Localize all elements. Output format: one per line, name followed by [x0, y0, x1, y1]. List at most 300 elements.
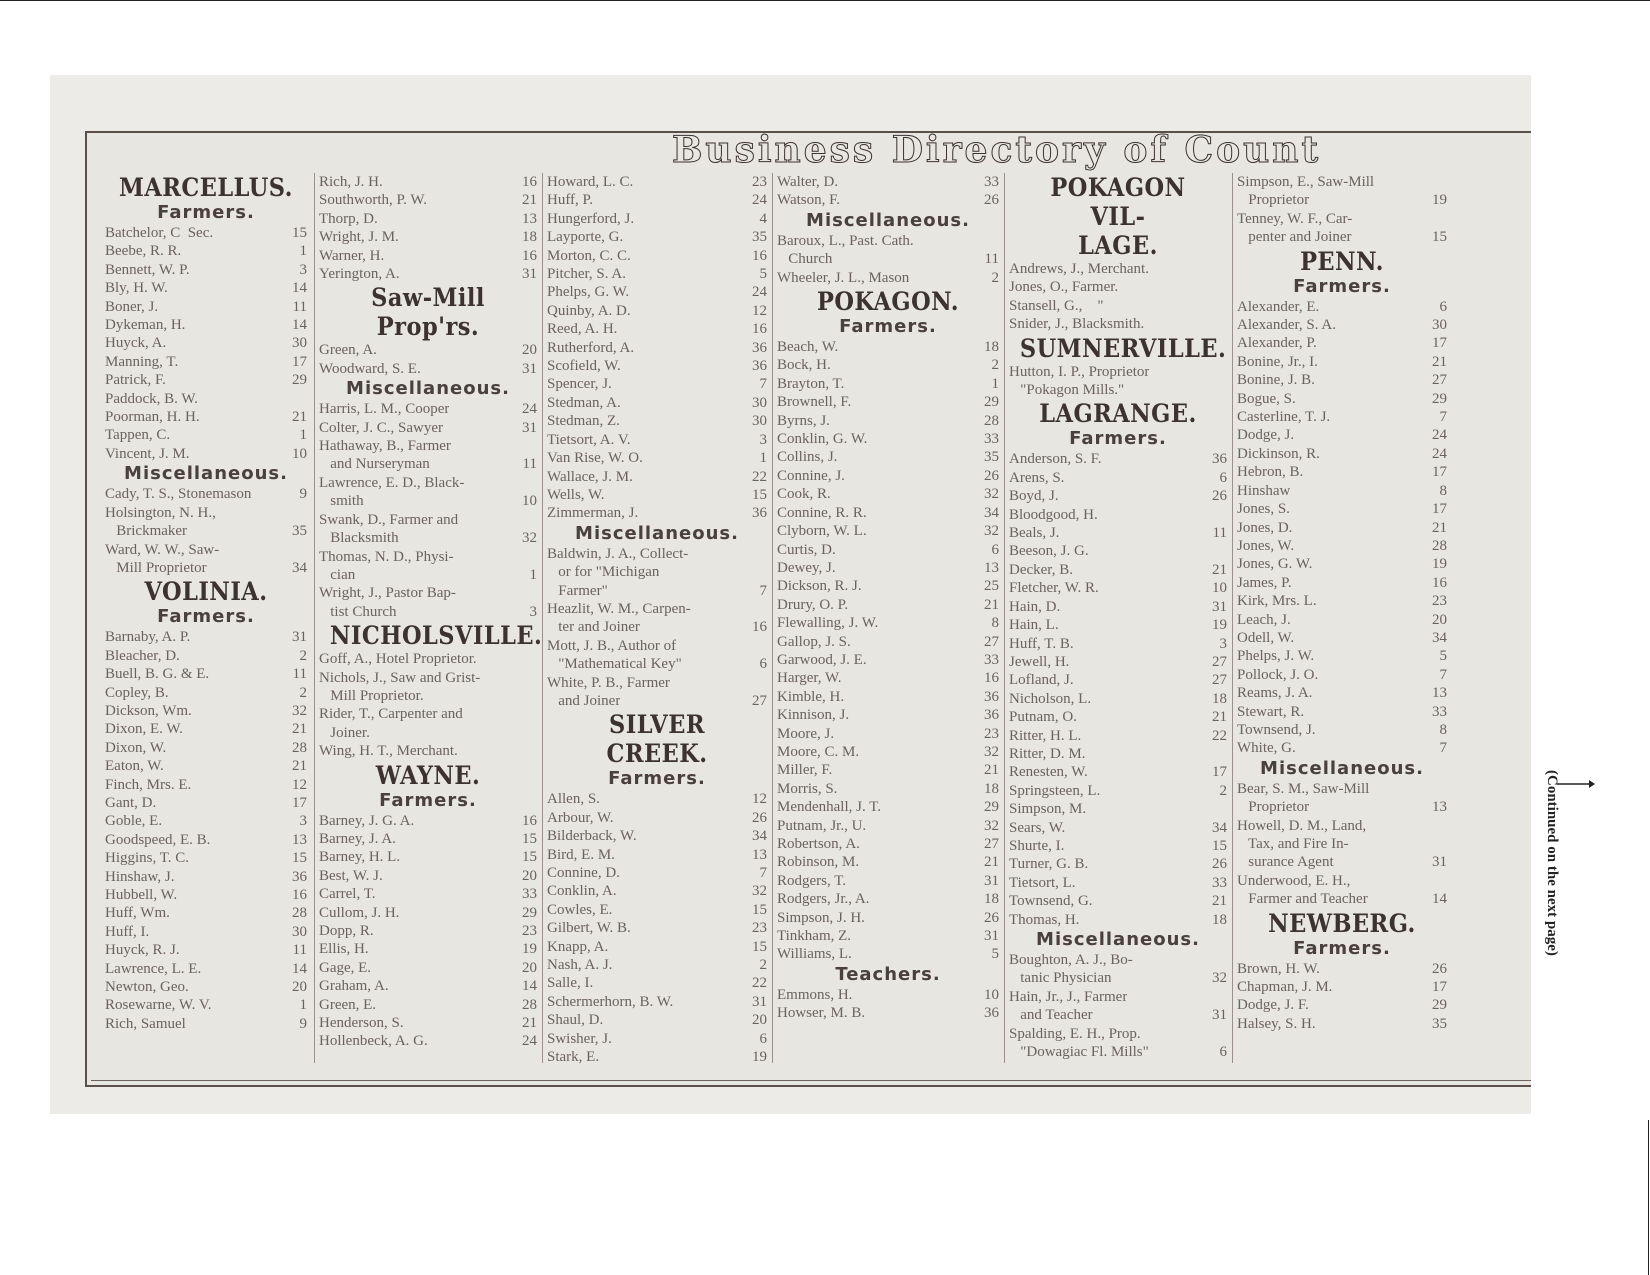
entry-name: Van Rise, W. O. [547, 450, 643, 467]
entry-section-number: 16 [292, 887, 307, 903]
entry-name: Rich, J. H. [319, 174, 383, 190]
directory-entry [105, 923, 307, 941]
entry-name: White, P. B., Farmer [547, 674, 670, 691]
entry-section-number: 13 [1432, 685, 1447, 702]
entry-name: Garwood, J. E. [777, 651, 867, 668]
section-heading: Miscellaneous. [1036, 929, 1200, 950]
entry-section-number: 27 [1432, 372, 1447, 389]
directory-entry [547, 431, 767, 449]
entry-name: Paddock, B. W. [105, 390, 198, 407]
directory-entry [1009, 260, 1227, 278]
entry-name: Wright, J., Pastor Bap- [319, 585, 456, 602]
entry-section-number: 20 [752, 1012, 767, 1029]
entry-section-number: 13 [522, 210, 537, 227]
entry-section-number: 21 [1212, 893, 1227, 910]
entry-section-number: 28 [522, 996, 537, 1013]
entry-section-number: 18 [984, 780, 999, 797]
entry-section-number: 11 [292, 666, 307, 683]
entry-name: Huff, P. [547, 192, 593, 209]
entry-name: Harger, W. [777, 670, 842, 687]
directory-entry [1009, 278, 1227, 296]
entry-name: Howard, L. C. [547, 174, 634, 190]
directory-entry [1009, 487, 1227, 505]
entry-section-number: 14 [1432, 891, 1447, 908]
directory-entry [547, 468, 767, 486]
entry-name: Gilbert, W. B. [547, 920, 631, 937]
entry-name: Tax, and Fire In- [1237, 836, 1349, 852]
directory-entry [105, 868, 307, 886]
directory-entry [105, 298, 307, 316]
entry-name: tist Church [319, 603, 397, 620]
entry-section-number: 26 [984, 192, 999, 209]
directory-entry [777, 725, 999, 743]
entry-name: Poorman, H. H. [105, 409, 200, 426]
directory-entry [1237, 666, 1447, 684]
entry-name: Byrns, J. [777, 412, 830, 429]
entry-section-number: 36 [752, 505, 767, 522]
directory-entry [777, 504, 999, 522]
directory-entry [1237, 629, 1447, 647]
entry-name: Southworth, P. W. [319, 192, 427, 209]
directory-entry [547, 692, 767, 710]
directory-entry [777, 743, 999, 761]
entry-name: Simpson, M. [1009, 801, 1087, 818]
directory-entry [547, 674, 767, 692]
entry-section-number: 20 [522, 342, 537, 359]
directory-entry [105, 941, 307, 959]
directory-entry [1237, 798, 1447, 816]
directory-entry [1237, 482, 1447, 500]
column-1 [105, 173, 307, 1073]
directory-entry [1237, 996, 1447, 1014]
directory-entry [547, 655, 767, 673]
entry-section-number: 2 [1219, 782, 1227, 799]
directory-entry [319, 867, 537, 885]
entry-section-number: 2 [299, 684, 307, 701]
entry-name: Boner, J. [105, 298, 159, 315]
entry-section-number: 29 [984, 799, 999, 816]
directory-entry [319, 812, 537, 830]
entry-section-number: 35 [1432, 1015, 1447, 1032]
entry-name: Robertson, A. [777, 836, 860, 852]
entry-section-number: 22 [752, 468, 767, 485]
directory-entry [105, 647, 307, 665]
entry-name: Boughton, A. J., Bo- [1009, 952, 1133, 968]
entry-name: Curtis, D. [777, 541, 836, 558]
entry-name: Cady, T. S., Stonemason [105, 486, 252, 503]
entry-name: Hebron, B. [1237, 464, 1304, 481]
entry-name: Odell, W. [1237, 629, 1295, 646]
entry-section-number: 21 [984, 854, 999, 871]
directory-entry [105, 904, 307, 922]
entry-section-number: 17 [1212, 764, 1227, 781]
entry-section-number: 32 [522, 530, 537, 547]
entry-name: Cowles, E. [547, 901, 613, 918]
entry-name: Flewalling, J. W. [777, 615, 879, 632]
entry-name: Dykeman, H. [105, 317, 186, 334]
entry-name: Pollock, J. O. [1237, 666, 1319, 683]
entry-section-number: 32 [984, 523, 999, 540]
entry-section-number: 34 [752, 828, 767, 845]
entry-section-number: 31 [1212, 1007, 1227, 1024]
entry-section-number: 30 [292, 923, 307, 940]
entry-section-number: 25 [984, 578, 999, 595]
entry-section-number: 1 [529, 566, 537, 583]
entry-section-number: 21 [1432, 519, 1447, 536]
entry-name: Connine, R. R. [777, 504, 867, 521]
section-heading: Farmers. [1293, 275, 1391, 297]
directory-entry [319, 191, 537, 209]
directory-entry [547, 827, 767, 845]
town-heading: PENN. [1300, 246, 1384, 276]
directory-entry [105, 224, 307, 242]
entry-name: Barnaby, A. P. [105, 629, 191, 646]
entry-name: Kinnison, J. [777, 707, 850, 724]
entry-section-number: 18 [1212, 911, 1227, 928]
entry-section-number: 24 [752, 192, 767, 209]
directory-entry [1237, 298, 1447, 316]
entry-section-number: 13 [1432, 799, 1447, 816]
entry-name: Hinshaw [1237, 482, 1291, 499]
entry-section-number: 6 [1439, 298, 1447, 315]
entry-name: Barney, H. L. [319, 849, 401, 866]
directory-entry [319, 830, 537, 848]
directory-entry [319, 705, 537, 723]
entry-name: Higgins, T. C. [105, 850, 190, 867]
entry-name: Bloodgood, H. [1009, 506, 1098, 523]
entry-name: Jones, W. [1237, 537, 1295, 554]
directory-entry [105, 559, 307, 577]
directory-entry [319, 173, 537, 191]
entry-section-number: 26 [1212, 856, 1227, 873]
entry-name: Bonine, Jr., I. [1237, 353, 1318, 370]
entry-name: Dixon, E. W. [105, 721, 183, 738]
entry-name: Woodward, S. E. [319, 360, 421, 377]
entry-name: Renesten, W. [1009, 764, 1088, 781]
entry-section-number: 5 [759, 266, 767, 283]
entry-section-number: 15 [522, 849, 537, 866]
entry-section-number: 32 [1212, 970, 1227, 987]
directory-entry [1237, 500, 1447, 518]
entry-name: Hungerford, J. [547, 210, 635, 227]
entry-section-number: 9 [299, 486, 307, 503]
directory-entry [547, 210, 767, 228]
entry-name: Miller, F. [777, 762, 833, 779]
entry-section-number: 7 [1439, 740, 1447, 757]
directory-entry [1009, 951, 1227, 969]
directory-entry [105, 831, 307, 849]
directory-entry [777, 541, 999, 559]
entry-section-number: 31 [522, 266, 537, 283]
directory-entry [547, 1048, 767, 1066]
directory-entry [319, 848, 537, 866]
entry-name: Fletcher, W. R. [1009, 580, 1099, 597]
entry-name: Rich, Samuel [105, 1015, 186, 1032]
entry-name: Bock, H. [777, 357, 831, 374]
entry-section-number: 10 [292, 445, 307, 462]
directory-entry [777, 191, 999, 209]
entry-section-number: 5 [991, 946, 999, 963]
entry-name: White, G. [1237, 740, 1296, 757]
directory-entry [547, 339, 767, 357]
directory-entry [1009, 708, 1227, 726]
directory-entry [105, 665, 307, 683]
directory-entry [1009, 524, 1227, 542]
entry-name: Mott, J. B., Author of [547, 637, 677, 654]
directory-entry [1237, 703, 1447, 721]
entry-section-number: 15 [522, 830, 537, 847]
entry-section-number: 22 [752, 975, 767, 992]
entry-section-number: 12 [292, 776, 307, 793]
directory-entry [547, 563, 767, 581]
directory-entry [105, 1015, 307, 1033]
directory-entry [1237, 1015, 1447, 1033]
entry-section-number: 14 [522, 978, 537, 995]
entry-section-number: 7 [759, 865, 767, 881]
entry-name: Snider, J., Blacksmith. [1009, 316, 1145, 333]
directory-entry [105, 541, 307, 559]
top-border [0, 0, 1650, 1]
entry-name: Hubbell, W. [105, 887, 178, 903]
entry-name: Rutherford, A. [547, 339, 635, 356]
entry-name: Hinshaw, J. [105, 868, 175, 885]
directory-entry [777, 232, 999, 250]
town-heading: NEWBERG. [1268, 908, 1416, 938]
directory-entry [777, 356, 999, 374]
directory-entry [777, 780, 999, 798]
directory-entry [1009, 819, 1227, 837]
arrow-right-icon [1555, 778, 1595, 790]
directory-entry [1237, 334, 1447, 352]
entry-section-number: 24 [1432, 445, 1447, 462]
directory-entry [105, 684, 307, 702]
entry-name: smith [319, 493, 364, 510]
entry-name: Hain, Jr., J., Farmer [1009, 988, 1128, 1005]
directory-entry [1237, 780, 1447, 798]
entry-name: Dixon, W. [105, 739, 167, 756]
entry-name: Decker, B. [1009, 561, 1073, 578]
entry-name: Huyck, R. J. [105, 942, 180, 959]
entry-section-number: 13 [752, 846, 767, 863]
entry-name: Ellis, H. [319, 941, 369, 958]
directory-entry [105, 485, 307, 503]
directory-entry [1009, 892, 1227, 910]
entry-name: Tinkham, Z. [777, 928, 852, 945]
entry-name: Rodgers, Jr., A. [777, 891, 870, 908]
entry-section-number: 26 [752, 809, 767, 826]
entry-section-number: 24 [522, 401, 537, 418]
directory-entry [105, 316, 307, 334]
entry-name: Arbour, W. [547, 809, 614, 826]
directory-entry [105, 371, 307, 389]
entry-section-number: 6 [759, 656, 767, 673]
entry-name: Halsey, S. H. [1237, 1015, 1316, 1032]
directory-entry [1237, 228, 1447, 246]
directory-entry [319, 687, 537, 705]
entry-section-number: 19 [1432, 192, 1447, 209]
directory-entry [105, 720, 307, 738]
directory-entry [1237, 191, 1447, 209]
directory-entry [777, 448, 999, 466]
entry-section-number: 6 [1219, 469, 1227, 486]
entry-name: and Teacher [1009, 1007, 1093, 1024]
entry-name: Moore, J. [777, 725, 835, 742]
entry-section-number: 29 [522, 904, 537, 921]
entry-name: Swisher, J. [547, 1030, 612, 1047]
entry-section-number: 32 [292, 702, 307, 719]
directory-entry [1009, 911, 1227, 929]
entry-name: Baldwin, J. A., Collect- [547, 545, 689, 562]
entry-section-number: 16 [522, 812, 537, 829]
entry-name: Bear, S. M., Saw-Mill [1237, 780, 1370, 797]
directory-entry [319, 1014, 537, 1032]
town-heading: VOLINIA. [144, 577, 268, 607]
column-5 [1009, 173, 1227, 1073]
directory-entry [1237, 426, 1447, 444]
directory-entry [319, 904, 537, 922]
directory-entry [1237, 173, 1447, 191]
entry-name: Barney, J. G. A. [319, 812, 415, 829]
entry-name: Henderson, S. [319, 1015, 404, 1032]
entry-section-number: 3 [1219, 635, 1227, 652]
directory-entry [1009, 1006, 1227, 1024]
directory-entry [547, 545, 767, 563]
entry-name: Phelps, J. W. [1237, 648, 1315, 665]
entry-section-number: 31 [752, 993, 767, 1010]
entry-name: Harris, L. M., Cooper [319, 401, 450, 418]
entry-section-number: 27 [752, 692, 767, 709]
entry-section-number: 36 [984, 707, 999, 724]
directory-entry [319, 959, 537, 977]
directory-entry [1237, 960, 1447, 978]
entry-name: Thomas, N. D., Physi- [319, 548, 454, 565]
directory-entry [547, 375, 767, 393]
directory-entry [105, 279, 307, 297]
entry-section-number: 29 [1432, 390, 1447, 407]
entry-name: Simpson, J. H. [777, 909, 865, 926]
entry-section-number: 31 [1432, 854, 1447, 871]
entry-section-number: 27 [1212, 672, 1227, 689]
entry-name: Ritter, D. M. [1009, 745, 1086, 762]
entry-section-number: 23 [522, 923, 537, 939]
town-heading: MARCELLUS. [119, 173, 293, 202]
directory-entry [1009, 745, 1227, 763]
entry-name: Stark, E. [547, 1049, 600, 1066]
entry-name: Bennett, W. P. [105, 261, 190, 278]
column-3 [547, 173, 767, 1073]
entry-section-number: 36 [984, 1005, 999, 1022]
entry-section-number: 28 [292, 905, 307, 922]
entry-section-number: 19 [1212, 617, 1227, 634]
entry-section-number: 21 [984, 596, 999, 613]
entry-section-number: 7 [1439, 409, 1447, 426]
entry-section-number: 3 [299, 813, 307, 830]
entry-section-number: 10 [1212, 580, 1227, 597]
entry-name: Baroux, L., Past. Cath. [777, 232, 914, 249]
entry-name: Hutton, I. P., Proprietor [1009, 363, 1150, 380]
directory-entry [105, 849, 307, 867]
entry-name: surance Agent [1237, 854, 1334, 871]
entry-name: Patrick, F. [105, 372, 166, 389]
entry-name: Green, A. [319, 342, 377, 359]
directory-entry [1009, 782, 1227, 800]
directory-entry [777, 651, 999, 669]
entry-name: Bly, H. W. [105, 280, 168, 297]
entry-section-number: 16 [752, 321, 767, 338]
directory-entry [319, 566, 537, 584]
directory-entry [319, 724, 537, 742]
directory-entry [1237, 721, 1447, 739]
entry-section-number: 9 [299, 1015, 307, 1032]
directory-entry [105, 702, 307, 720]
entry-name: Yerington, A. [319, 266, 400, 283]
directory-entry [105, 426, 307, 444]
entry-section-number: 17 [1432, 464, 1447, 481]
directory-entry [319, 669, 537, 687]
entry-section-number: 31 [984, 928, 999, 945]
entry-section-number: 34 [984, 504, 999, 521]
directory-entry [547, 938, 767, 956]
entry-name: Springsteen, L. [1009, 782, 1101, 799]
entry-section-number: 26 [984, 467, 999, 484]
directory-entry [547, 637, 767, 655]
directory-entry [105, 886, 307, 904]
entry-name: "Dowagiac Fl. Mills" [1009, 1044, 1149, 1061]
town-heading: POKAGON. [816, 287, 960, 317]
column-2 [319, 173, 543, 1073]
entry-section-number: 33 [984, 651, 999, 668]
entry-name: Batchelor, C Sec. [105, 225, 214, 241]
directory-entry [105, 504, 307, 522]
entry-section-number: 30 [752, 413, 767, 430]
directory-entry [1009, 988, 1227, 1006]
entry-name: Proprietor [1237, 192, 1310, 209]
entry-name: Robinson, M. [777, 854, 860, 871]
entry-name: penter and Joiner [1237, 229, 1352, 246]
directory-entry [1009, 381, 1227, 399]
directory-entry [777, 817, 999, 835]
directory-entry [319, 247, 537, 265]
entry-section-number: 8 [991, 615, 999, 632]
entry-name: Williams, L. [777, 946, 852, 963]
entry-name: Schermerhorn, B. W. [547, 993, 674, 1010]
directory-entry [547, 809, 767, 827]
directory-entry [1009, 598, 1227, 616]
entry-section-number: 32 [984, 817, 999, 834]
entry-section-number: 26 [1212, 488, 1227, 505]
entry-name: or for "Michigan [547, 564, 660, 581]
entry-name: Thomas, H. [1009, 911, 1080, 928]
entry-section-number: 24 [522, 1033, 537, 1050]
entry-section-number: 11 [984, 251, 999, 268]
entry-section-number: 13 [292, 831, 307, 848]
entry-section-number: 32 [984, 486, 999, 503]
entry-section-number: 35 [752, 229, 767, 246]
section-heading: Miscellaneous. [806, 209, 970, 231]
entry-name: Tappen, C. [105, 427, 171, 444]
entry-section-number: 33 [984, 431, 999, 448]
directory-entry [319, 419, 537, 437]
entry-section-number: 1 [299, 997, 307, 1014]
section-heading: Miscellaneous. [124, 463, 288, 485]
right-border [1648, 1120, 1649, 1275]
entry-name: Quinby, A. D. [547, 302, 631, 319]
entry-name: Turner, G. B. [1009, 856, 1089, 873]
directory-entry [1237, 408, 1447, 426]
entry-name: Jones, O., Farmer. [1009, 279, 1119, 296]
entry-section-number: 36 [752, 339, 767, 356]
entry-name: Goff, A., Hotel Proprietor. [319, 651, 477, 668]
